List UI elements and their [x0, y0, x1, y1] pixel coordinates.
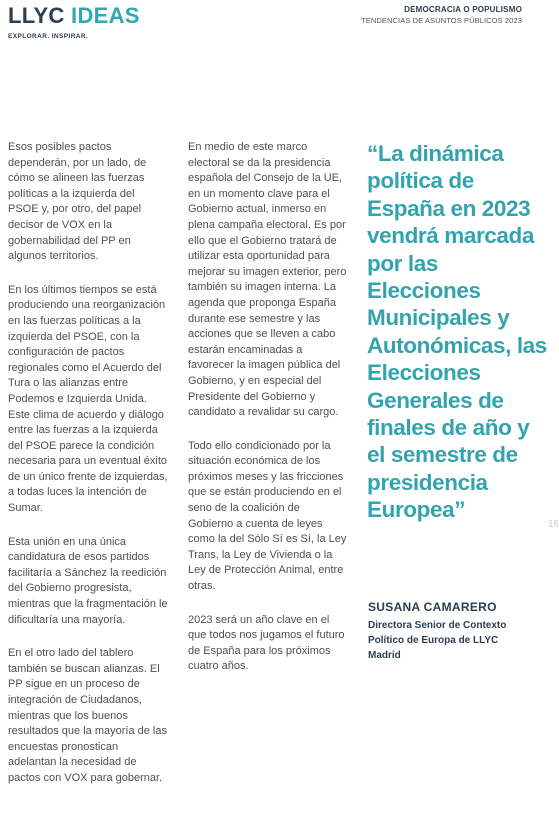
section-title: DEMOCRACIA O POPULISMO [404, 5, 522, 14]
paragraph: En medio de este marco electoral se da la presidencia española del Consejo de la UE, en un momento clave para el Gobierno actual, inmerso en plena campaña electoral. Es por ello que el Gobierno tratará de utilizar esta oportunidad para mejorar su imagen exterior, pero también su imagen interna. La agenda que proponga España durante ese semestre y las acciones que se lleven a cabo estarán encaminadas a favorecer la imagen pública del Gobierno, y en especial del Presidente del Gobierno y candidato a revalidar su cargo. [188, 141, 347, 419]
author-role [368, 618, 548, 663]
paragraph: Esta unión en una única candidatura de esos partidos facilitaría a Sánchez la reedición del Gobierno progresista, mientras que la fragmentación le dificultaría una mayoría. [8, 535, 168, 626]
pull-quote: “La dinámica política de España en 2023 vendrá marcada por las Elecciones Municipales y Autonómicas, las Elecciones Generales de finales de año y el semestre de presidencia Europea” [367, 141, 547, 523]
author-role-line: Político de Europa de LLYC [368, 635, 499, 646]
brand-block [8, 3, 140, 40]
paragraph: Todo ello condicionado por la situación económica de los próximos meses y las fricciones que se están produciendo en el seno de la coalición de Gobierno a cuenta de leyes como la del Sólo Sí es Sí, la Ley Trans, la Ley de Vivienda o la Ley de Protección Animal, entre otras. [188, 439, 347, 593]
paragraph: Esos posibles pactos dependerán, por un lado, de cómo se alineen las fuerzas políticas a la izquierda del PSOE y, por otro, del papel decisor de VOX en la gobernabilidad del PP en algunos territorios. [8, 141, 147, 263]
text-column-left [8, 140, 168, 805]
paragraph: En el otro lado del tablero también se buscan alianzas. El PP sigue en un proceso de integración de Ciudadanos, mientras que los buenos resultados que la mayoría de las encuestas pronostican adelantan la necesidad de pactos con VOX para gobernar. [8, 647, 167, 784]
section-header [361, 5, 522, 25]
author-name: SUSANA CAMARERO [368, 600, 497, 614]
logo-accent: IDEAS [71, 3, 140, 28]
logo[interactable] [8, 3, 140, 29]
text-column-middle [188, 140, 348, 693]
paragraph: En los últimos tiempos se está produciendo una reorganización en las fuerzas políticas a la izquierda del PSOE, con la configuración de pactos regionales como el Acuerdo del Tura o las alianzas entre Podemos e Izquierda Unida. Este clima de acuerdo y diálogo entre las fuerzas a la izquierda del PSOE parece la condición necesaria para un eventual éxito de un único frente de izquierdas, a todas luces la intención de Sumar. [8, 283, 168, 515]
author-role-line: Directora Senior de Contexto [368, 620, 507, 631]
author-location: Madrid [368, 650, 401, 661]
section-subtitle: TENDENCIAS DE ASUNTOS PÚBLICOS 2023 [361, 16, 522, 25]
tagline: EXPLORAR. INSPIRAR. [8, 33, 89, 40]
page-number: 16 [548, 519, 559, 530]
paragraph: 2023 será un año clave en el que todos nos jugamos el futuro de España para los próximos cuatro años. [188, 613, 345, 673]
logo-main: LLYC [8, 3, 65, 28]
quote-author [368, 600, 548, 663]
